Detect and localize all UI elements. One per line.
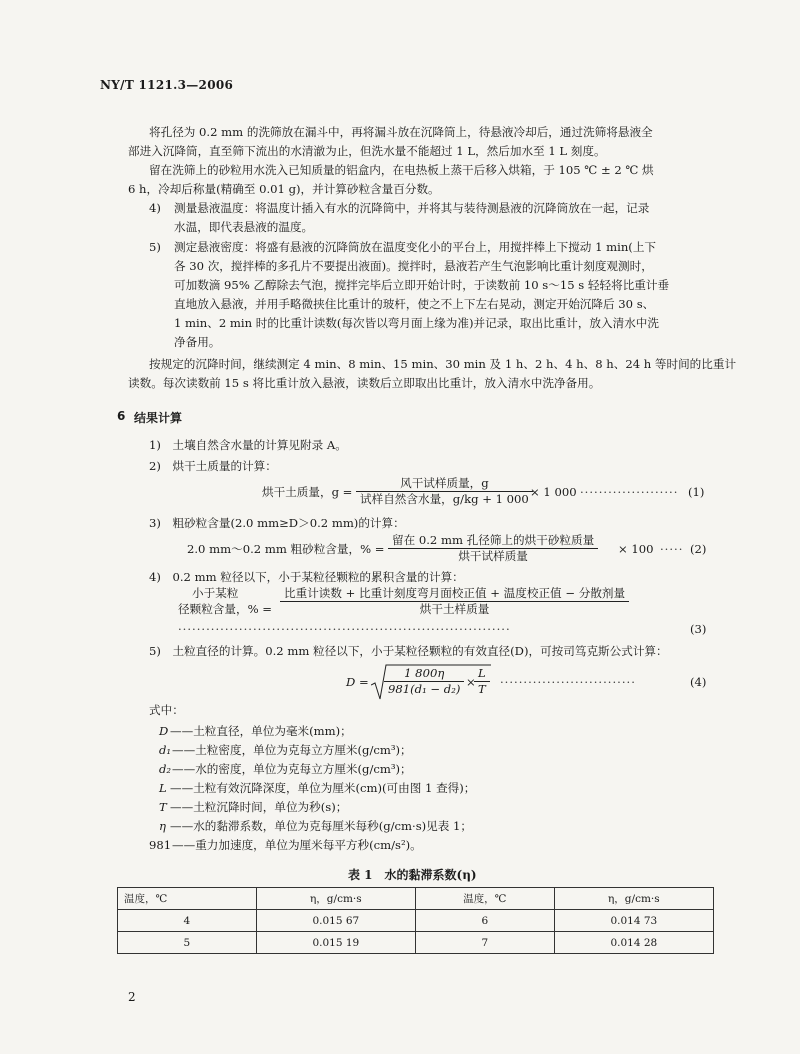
list-item: 1) 土壤自然含水量的计算见附录 A。: [149, 438, 347, 452]
fraction-denominator: 烘干试样质量: [458, 549, 528, 563]
fraction-denominator: T: [478, 682, 486, 696]
paragraph-line: 水温，即代表悬液的温度。: [174, 220, 314, 234]
table-cell: 4: [118, 910, 257, 932]
page-number: 2: [128, 990, 136, 1004]
paragraph-line: 直地放入悬液，并用手略微挟住比重计的玻杆，使之不上下左右晃动，测定开始沉降后 30 s、: [174, 297, 655, 311]
paragraph-line: 测定悬液密度：将盛有悬液的沉降筒放在温度变化小的平台上，用搅拌棒上下搅动 1 min(上下: [174, 240, 657, 254]
symbol: η: [159, 819, 166, 833]
standard-header: NY/T 1121.3—2006: [100, 78, 234, 92]
symbol: L: [159, 781, 167, 795]
fraction-numerator: 风干试样质量，g: [356, 476, 533, 492]
leader-dots: ·······································································: [178, 622, 511, 636]
fraction-numerator: 1 800η: [384, 666, 464, 682]
table-header-cell: 温度，℃: [415, 888, 554, 910]
formula-fraction: [356, 476, 533, 507]
symbol-definition: ——水的密度，单位为克每立方厘米(g/cm³)；: [172, 762, 412, 776]
list-item: 3) 粗砂粒含量(2.0 mm≥D＞0.2 mm)的计算：: [149, 516, 405, 530]
section-title: 结果计算: [134, 411, 183, 425]
item-number: 4): [149, 201, 161, 215]
leader-dots: ·····························: [500, 675, 636, 689]
list-item: 4) 0.2 mm 粒径以下，小于某粒径颗粒的累积含量的计算：: [149, 570, 464, 584]
symbol-definition: ——土粒密度，单位为克每立方厘米(g/cm³)；: [172, 743, 412, 757]
formula-fraction: [384, 666, 464, 697]
formula-fraction: [280, 586, 629, 617]
table-row: [118, 910, 714, 932]
table-cell: 6: [415, 910, 554, 932]
symbol-definition: ——土粒有效沉降深度，单位为厘米(cm)(可由图 1 查得)；: [170, 781, 476, 795]
paragraph-line: 各 30 次，搅拌棒的多孔片不要提出液面)。搅拌时，悬液若产生气泡影响比重计刻度观测时，: [174, 259, 653, 273]
paragraph-line: 净备用。: [174, 335, 221, 349]
paragraph-line: 可加数滴 95% 乙醇除去气泡，搅拌完毕后立即开始计时，于读数前 10 s～15 s 轻轻将比重计垂: [174, 278, 670, 292]
paragraph-line: 6 h，冷却后称量(精确至 0.01 g)，并计算砂粒含量百分数。: [128, 182, 440, 196]
table-cell: 5: [118, 932, 257, 954]
leader-dots: ·····················: [580, 485, 679, 499]
paragraph-line: 部进入沉降筒，直至筛下流出的水清澈为止，但洗水量不能超过 1 L，然后加水至 1 L 刻度。: [128, 144, 606, 158]
fraction-numerator: L: [474, 666, 490, 682]
list-item: 2) 烘干土质量的计算：: [149, 459, 277, 473]
symbol-definition: ——水的黏滞系数，单位为克每厘米每秒(g/cm·s)见表 1；: [170, 819, 473, 833]
formula-lhs: 烘干土质量，g =: [262, 485, 353, 499]
fraction-numerator: 留在 0.2 mm 孔径筛上的烘干砂粒质量: [388, 533, 598, 549]
formula-tail: × 100: [618, 542, 654, 556]
symbol-definition: ——重力加速度，单位为厘米每平方秒(cm/s²)。: [172, 838, 422, 852]
viscosity-table: [117, 887, 714, 954]
table-cell: 0.014 73: [554, 910, 713, 932]
equation-number: (1): [688, 485, 705, 499]
formula-fraction: [388, 533, 598, 564]
symbol: 981: [149, 838, 172, 852]
formula-lhs: 2.0 mm～0.2 mm 粗砂粒含量，% =: [187, 542, 385, 556]
symbol: D: [159, 724, 169, 738]
equation-number: (2): [690, 542, 707, 556]
table-header-cell: η，g/cm·s: [554, 888, 713, 910]
formula-fraction: [474, 666, 490, 697]
table-cell: 0.014 28: [554, 932, 713, 954]
table-header-cell: 温度，℃: [118, 888, 257, 910]
list-item: 5) 土粒直径的计算。0.2 mm 粒径以下，小于某粒径颗粒的有效直径(D)，可按司笃克斯公式计算：: [149, 644, 668, 658]
paragraph-line: 按规定的沉降时间，继续测定 4 min、8 min、15 min、30 min 及 1 h、2 h、4 h、8 h、24 h 等时间的比重计: [149, 357, 737, 371]
table-header-row: [118, 888, 714, 910]
paragraph-line: 读数。每次读数前 15 s 将比重计放入悬液，读数后立即取出比重计，放入清水中洗净备用。: [128, 376, 601, 390]
formula-lhs-line1: 小于某粒: [192, 586, 239, 600]
formula-lhs: D =: [346, 675, 369, 689]
fraction-denominator: 烘干土样质量: [419, 602, 490, 616]
equation-number: (3): [690, 622, 707, 636]
fraction-denominator: 试样自然含水量，g/kg + 1 000: [360, 492, 529, 506]
formula-lhs-line2: 径颗粒含量，% =: [178, 602, 272, 616]
formula-tail: × 1 000: [530, 485, 577, 499]
table-row: [118, 932, 714, 954]
equation-number: (4): [690, 675, 707, 689]
paragraph-line: 留在洗筛上的砂粒用水洗入已知质量的铝盒内，在电热板上蒸干后移入烘箱，于 105 ℃ ± 2 ℃ 烘: [149, 163, 654, 177]
symbol: d₂: [159, 762, 172, 776]
where-label: 式中：: [149, 703, 184, 717]
table-header-cell: η，g/cm·s: [256, 888, 415, 910]
symbol-definition: ——土粒沉降时间，单位为秒(s)；: [170, 800, 348, 814]
symbol: d₁: [159, 743, 172, 757]
symbol-definition: ——土粒直径，单位为毫米(mm)；: [170, 724, 352, 738]
table-cell: 7: [415, 932, 554, 954]
section-number: 6: [117, 409, 126, 423]
times-sign: ×: [466, 675, 476, 689]
paragraph-line: 1 min、2 min 时的比重计读数(每次皆以弯月面上缘为准)并记录，取出比重计，放入清水中洗: [174, 316, 659, 330]
table-cell: 0.015 67: [256, 910, 415, 932]
item-number: 5): [149, 240, 161, 254]
symbol: T: [159, 800, 167, 814]
leader-dots: ·····: [660, 542, 684, 556]
table-caption: 表 1 水的黏滞系数(η): [348, 868, 477, 882]
paragraph-line: 将孔径为 0.2 mm 的洗筛放在漏斗中，再将漏斗放在沉降筒上，待悬液冷却后，通过洗筛将悬液全: [149, 125, 653, 139]
paragraph-line: 测量悬液温度：将温度计插入有水的沉降筒中，并将其与装待测悬液的沉降筒放在一起，记录: [174, 201, 650, 215]
fraction-numerator: 比重计读数 + 比重计刻度弯月面校正值 + 温度校正值 − 分散剂量: [280, 586, 629, 602]
fraction-denominator: 981(d₁ − d₂): [388, 682, 461, 696]
table-cell: 0.015 19: [256, 932, 415, 954]
